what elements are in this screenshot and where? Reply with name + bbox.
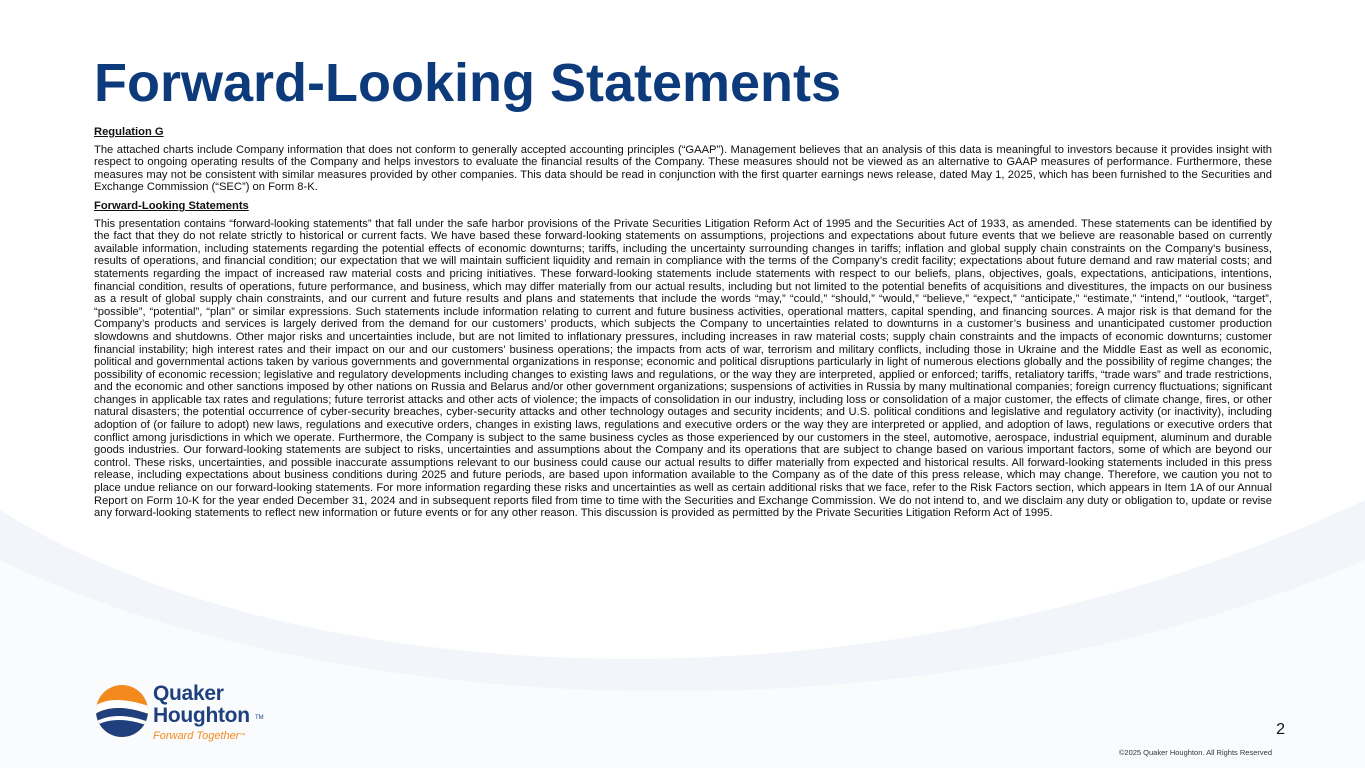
logo-tagline-text: Forward Together (153, 730, 240, 742)
regulation-g-body: The attached charts include Company information that does not conform to generally accepted accounting principles (“GAAP”). Management believes that an analysis of this data is meaningful to investors because it provides insight with respect to ongoing operating results of the Company and helps investors to evaluate the financial results of the Company. These measures should not be viewed as an alternative to GAAP measures of performance. Furthermore, these measures may not be consistent with similar measures provided by other companies. This data should be read in conjunction with the first quarter earnings news release, dated May 1, 2025, which has been furnished to the Securities and Exchange Commission (“SEC”) on Form 8-K. (94, 143, 1272, 194)
company-logo (95, 682, 270, 744)
copyright-notice: ©2025 Quaker Houghton. All Rights Reserved (1118, 748, 1272, 757)
page-number: 2 (1276, 721, 1285, 738)
logo-wordmark-line2: Houghton (153, 704, 250, 727)
logo-tagline (153, 730, 245, 743)
page-title: Forward-Looking Statements (94, 53, 842, 113)
logo-trademark: TM (255, 715, 264, 721)
regulation-g-heading: Regulation G (94, 126, 164, 138)
logo-wordmark-line1: Quaker (153, 682, 224, 705)
forward-looking-body: This presentation contains “forward-looking statements” that fall under the safe harbor provisions of the Private Securities Litigation Reform Act of 1995 and the Securities Act of 1933, as amended. These statements can be identified by the fact that they do not relate strictly to historical or current facts. We have based these forward-looking statements on assumptions, projections and expectations about future events that we believe are reasonable based on currently available information, including statements regarding the potential effects of economic downturns; tariffs, including the uncertainty surrounding changes in tariffs; inflation and global supply chain constraints on the Company’s business, results of operations, and financial condition; our expectation that we will maintain sufficient liquidity and remain in compliance with the terms of the Company’s credit facility; expectations about future demand and raw material costs; and statements regarding the impact of increased raw material costs and pricing initiatives. These forward-looking statements include statements with respect to our beliefs, plans, objectives, goals, expectations, anticipations, intentions, financial condition, results of operations, future performance, and business, which may differ materially from our actual results, including but not limited to the potential benefits of acquisitions and divestitures, the impacts on our business as a result of global supply chain constraints, and our current and future results and plans and statements that include the words “may,” “could,” “should,” “would,” “believe,” “expect,” “anticipate,” “estimate,” “intend,” “outlook, “target”, “possible”, “potential”, “plan” or similar expressions. Such statements include information relating to current and future business activities, operational matters, capital spending, and financing sources. A major risk is that demand for the Company’s products and services is largely derived from the demand for our customers’ products, which subjects the Company to uncertainties related to downturns in a customer’s business and unanticipated customer production slowdowns and shutdowns. Other major risks and uncertainties include, but are not limited to inflationary pressures, including increases in raw material costs; supply chain constraints and the impacts of economic downturns; customer financial instability; high interest rates and their impact on our and our customers’ business operations; the impacts from acts of war, terrorism and military conflicts, including those in Ukraine and the Middle East as well as economic, political and governmental actions taken by various governments and governmental organizations in response; economic and political disruptions particularly in light of numerous elections globally and the possibility of regime changes; the possibility of economic recession; legislative and regulatory developments including changes to existing laws and regulations, or the way they are interpreted, applied or enforced; tariffs, retaliatory tariffs, “trade wars” and trade restrictions, and the economic and other sanctions imposed by other nations on Russia and Belarus and/or other government organizations; suspensions of activities in Russia by many multinational companies; foreign currency fluctuations; significant changes in applicable tax rates and regulations; future terrorist attacks and other acts of violence; the impacts of consolidation in our industry, including loss or consolidation of a major customer, the effects of climate change, fires, or other natural disasters; the potential occurrence of cyber-security breaches, cyber-security attacks and other technology outages and security incidents; and U.S. political conditions and legislative and regulatory activity (or inactivity), including adoption of (or failure to adopt) new laws, regulations and executive orders, changes in existing laws, regulations and executive orders or the way they are interpreted or applied, and adoption of laws, regulations or executive orders that conflict among jurisdictions in which we operate. Furthermore, the Company is subject to the same business cycles as those experienced by our customers in the steel, automotive, aerospace, industrial equipment, aluminum and durable goods industries. Our forward-looking statements are subject to risks, uncertainties and assumptions about the Company and its operations that are subject to change based on various important factors, some of which are beyond our control. These risks, uncertainties, and possible inaccurate assumptions relevant to our business could cause our actual results to differ materially from expected and historical results. All forward-looking statements included in this press release, including expectations about business conditions during 2025 and future periods, are based upon information available to the Company as of the date of this press release, which may change. Therefore, we caution you not to place undue reliance on our forward-looking statements. For more information regarding these risks and uncertainties as well as certain additional risks that we face, refer to the Risk Factors section, which appears in Item 1A of our Annual Report on Form 10-K for the year ended December 31, 2024 and in subsequent reports filed from time to time with the Securities and Exchange Commission. We do not intend to, and we disclaim any duty or obligation to, update or revise any forward-looking statements to reflect new information or future events or for any other reason. This discussion is provided as permitted by the Private Securities Litigation Reform Act of 1995. (94, 217, 1272, 520)
forward-looking-heading: Forward-Looking Statements (94, 199, 249, 212)
disclosure-content (94, 126, 1272, 520)
logo-tagline-mark: ™ (239, 733, 246, 739)
quaker-houghton-logo-icon (95, 684, 149, 738)
